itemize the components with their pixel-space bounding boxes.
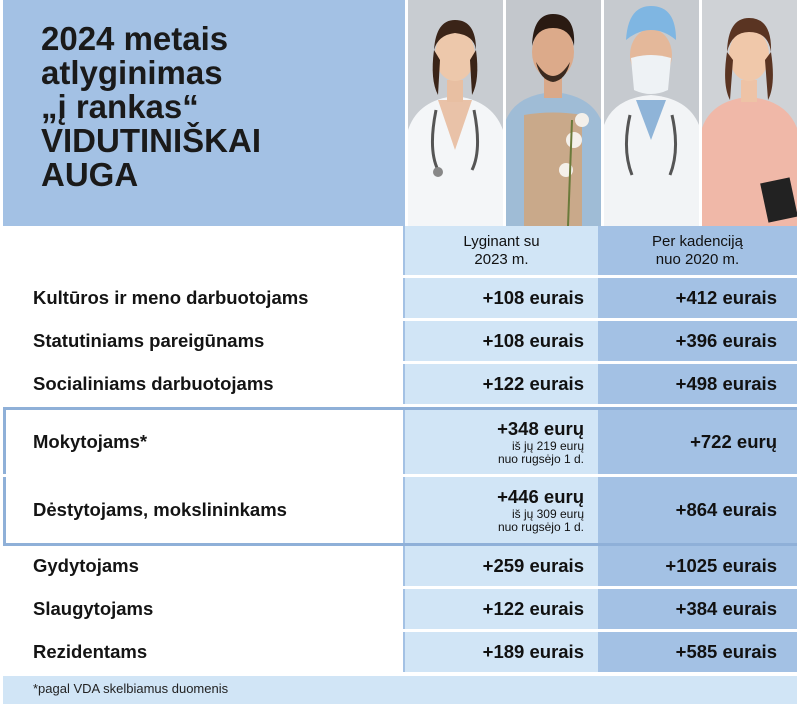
header-since2020 — [598, 226, 797, 275]
header-vs2023-line2: 2023 m. — [474, 250, 529, 268]
row-vs2023: +122 eurais — [482, 598, 584, 619]
row-since2020: +1025 eurais — [665, 555, 777, 576]
row-since2020: +384 eurais — [675, 598, 777, 619]
row-since2020: +585 eurais — [675, 641, 777, 662]
photo-doctor-woman — [408, 0, 503, 226]
table-row — [3, 410, 797, 477]
header-since2020-line2: nuo 2020 m. — [655, 250, 740, 268]
footnote: *pagal VDA skelbiamus duomenis — [3, 676, 797, 704]
header — [3, 0, 797, 226]
row-vs2023-note: iš jų 309 eurų — [511, 507, 584, 521]
photo-florist-man — [506, 0, 601, 226]
title-box — [3, 0, 405, 226]
row-label: Slaugytojams — [3, 589, 405, 629]
title-line: VIDUTINIŠKAI — [41, 122, 262, 159]
header-since2020-line1: Per kadenciją — [652, 232, 743, 250]
table-row — [3, 364, 797, 407]
row-since2020: +498 eurais — [675, 373, 777, 394]
photo-surgeon-masked — [604, 0, 699, 226]
row-vs2023: +259 eurais — [482, 555, 584, 576]
header-empty-cell — [3, 226, 405, 275]
row-label: Socialiniams darbuotojams — [3, 364, 405, 404]
row-since2020: +864 eurais — [675, 499, 777, 520]
table-row — [3, 477, 797, 543]
row-vs2023: +348 eurų — [497, 418, 584, 439]
row-vs2023-note: nuo rugsėjo 1 d. — [497, 452, 584, 466]
table-row — [3, 546, 797, 589]
table-row — [3, 278, 797, 321]
row-vs2023-note: nuo rugsėjo 1 d. — [497, 520, 584, 534]
row-vs2023: +189 eurais — [482, 641, 584, 662]
row-since2020: +412 eurais — [675, 287, 777, 308]
photo-office-woman — [702, 0, 797, 226]
table-row — [3, 632, 797, 675]
row-vs2023: +108 eurais — [482, 287, 584, 308]
row-label: Kultūros ir meno darbuotojams — [3, 278, 405, 318]
title-line: „į rankas“ — [41, 88, 199, 125]
row-vs2023: +122 eurais — [482, 373, 584, 394]
row-since2020: +722 eurų — [690, 431, 777, 452]
row-label: Dėstytojams, mokslininkams — [3, 477, 405, 543]
title-line: AUGA — [41, 156, 139, 193]
row-since2020: +396 eurais — [675, 330, 777, 351]
table-row — [3, 321, 797, 364]
row-label: Gydytojams — [3, 546, 405, 586]
row-vs2023: +108 eurais — [482, 330, 584, 351]
row-label: Rezidentams — [3, 632, 405, 672]
education-group — [3, 407, 797, 546]
title-line: atlyginimas — [41, 54, 223, 91]
row-vs2023-note: iš jų 219 eurų — [511, 439, 584, 453]
table-row — [3, 589, 797, 632]
title-line: 2024 metais — [41, 20, 229, 57]
photo-strip — [405, 0, 797, 226]
salary-table — [3, 226, 797, 675]
row-label: Statutiniams pareigūnams — [3, 321, 405, 361]
table-header-row — [3, 226, 797, 278]
row-vs2023: +446 eurų — [497, 486, 584, 507]
row-label: Mokytojams* — [3, 410, 405, 474]
header-vs2023 — [405, 226, 598, 275]
header-vs2023-line1: Lyginant su — [463, 232, 540, 250]
